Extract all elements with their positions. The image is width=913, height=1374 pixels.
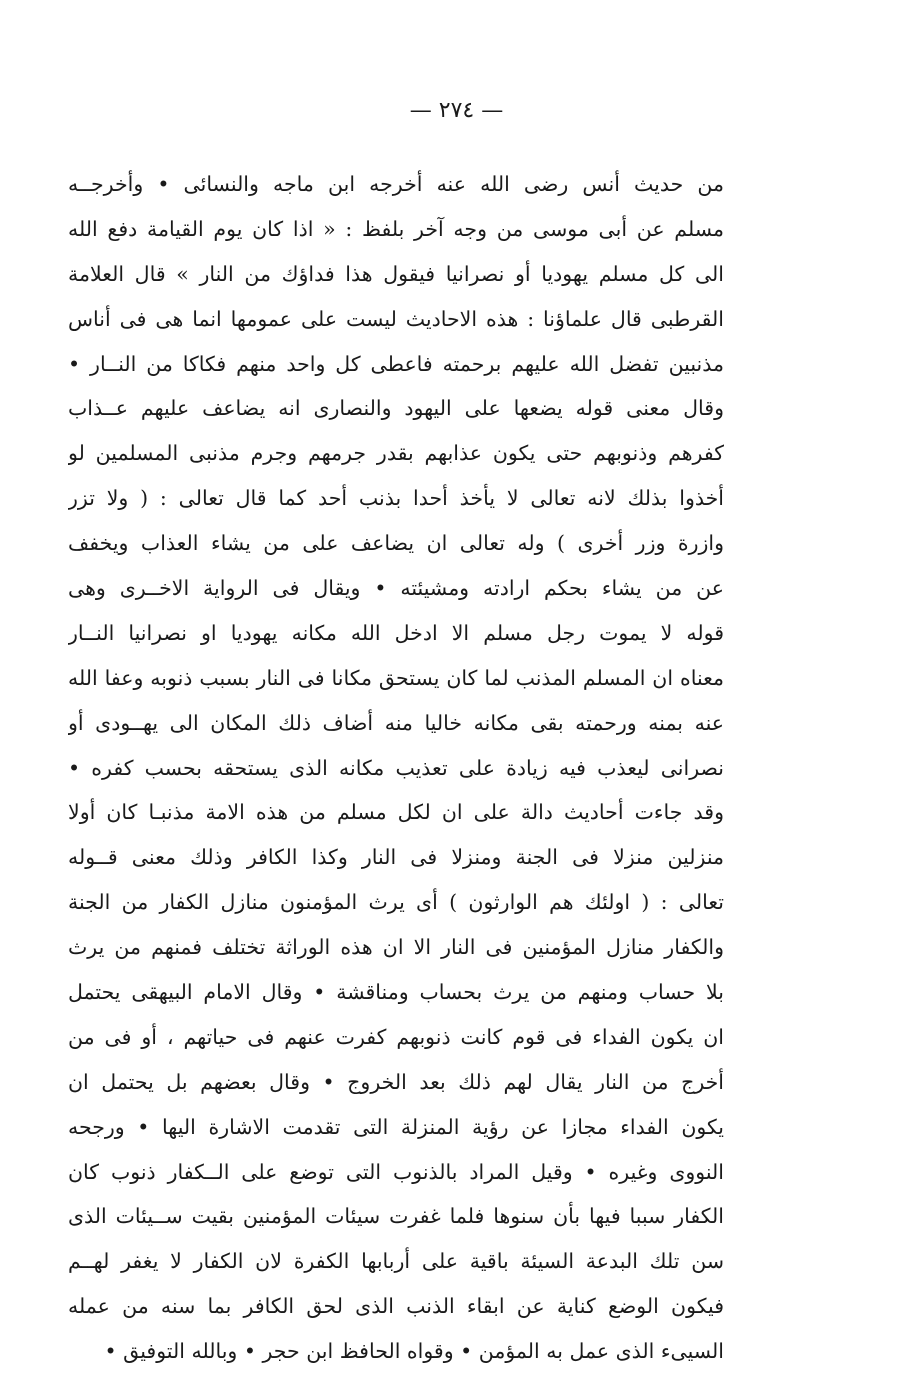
text-line: النووى وغيره • وقيل المراد بالذنوب التى توضع على الــكفار ذنوب كان — [68, 1159, 724, 1184]
text-line: سن تلك البدعة السيئة باقية على أربابها الكفرة لان الكفار لا يغفر لهــم — [68, 1249, 724, 1274]
text-line: السيىء الذى عمل به المؤمن • وقواه الحافظ ابن حجر • وبالله التوفيق • — [104, 1339, 724, 1364]
text-line: وقد جاءت أحاديث دالة على ان لكل مسلم من هذه الامة مذنبـا كان أولا — [68, 800, 724, 825]
text-line: تعالى : ( اولئك هم الوارثون ) أى يرث المؤمنون منازل الكفار من الجنة — [68, 890, 724, 915]
text-line: منزلين منزلا فى الجنة ومنزلا فى النار وكذا الكافر وذلك معنى قــوله — [68, 845, 724, 870]
text-line: معناه ان المسلم المذنب لما كان يستحق مكانا فى النار بسبب ذنوبه وعفا الله — [68, 665, 724, 690]
text-line: من حديث أنس رضى الله عنه أخرجه ابن ماجه والنسائى • وأخرجــه — [68, 172, 724, 196]
text-line: الكفار سببا فيها بأن سنوها فلما غفرت سيئات المؤمنين بقيت ســيئات الذى — [68, 1204, 724, 1229]
text-line: القرطبى قال علماؤنا : هذه الاحاديث ليست على عمومها انما هى فى أناس — [68, 306, 724, 331]
text-line: مذنبين تفضل الله عليهم برحمته فاعطى كل واحد منهم فكاكا من النــار • — [68, 351, 724, 376]
text-line: نصرانى ليعذب فيه زيادة على تعذيب مكانه الذى يستحقه بحسب كفره • — [68, 755, 724, 780]
text-line: أخذوا بذلك لانه تعالى لا يأخذ أحدا بذنب أحد كما قال تعالى : ( ولا تزر — [68, 486, 724, 511]
text-line: وازرة وزر أخرى ) وله تعالى ان يضاعف على من يشاء العذاب ويخفف — [68, 531, 724, 556]
text-line: يكون الفداء مجازا عن رؤية المنزلة التى تقدمت الاشارة اليها • ورجحه — [68, 1114, 724, 1139]
text-line: قوله لا يموت رجل مسلم الا ادخل الله مكانه يهوديا او نصرانيا النــار — [68, 620, 724, 645]
text-line: ان يكون الفداء فى قوم كانت ذنوبهم كفرت عنهم فى حياتهم ، أو فى من — [68, 1024, 724, 1049]
text-line: الى كل مسلم يهوديا أو نصرانيا فيقول هذا فداؤك من النار » قال العلامة — [68, 261, 724, 286]
text-line: فيكون الوضع كناية عن ابقاء الذنب الذى لحق الكافر بما سنه من عمله — [68, 1294, 724, 1319]
text-line: عنه بمنه ورحمته بقى مكانه خاليا منه أضاف ذلك المكان الى يهــودى أو — [68, 710, 724, 735]
text-line: والكفار منازل المؤمنين فى النار الا ان هذه الوراثة تختلف فمنهم من يرث — [68, 935, 724, 960]
text-line: عن من يشاء بحكم ارادته ومشيئته • ويقال فى الرواية الاخــرى وهى — [68, 576, 724, 601]
text-line: مسلم عن أبى موسى من وجه آخر بلفظ : « اذا كان يوم القيامة دفع الله — [68, 216, 724, 241]
text-line: أخرج من النار يقال لهم ذلك بعد الخروج • وقال بعضهم بل يحتمل ان — [68, 1069, 724, 1094]
body-text — [68, 162, 724, 1374]
page-number: — ٢٧٤ — — [409, 98, 504, 123]
text-line: كفرهم وذنوبهم حتى يكون عذابهم بقدر جرمهم وجرم مذنبى المسلمين لو — [68, 441, 724, 466]
text-line: بلا حساب ومنهم من يرث بحساب ومناقشة • وقال الامام البيهقى يحتمل — [68, 980, 724, 1005]
text-line: وقال معنى قوله يضعها على اليهود والنصارى انه يضاعف عليهم عــذاب — [68, 396, 724, 421]
